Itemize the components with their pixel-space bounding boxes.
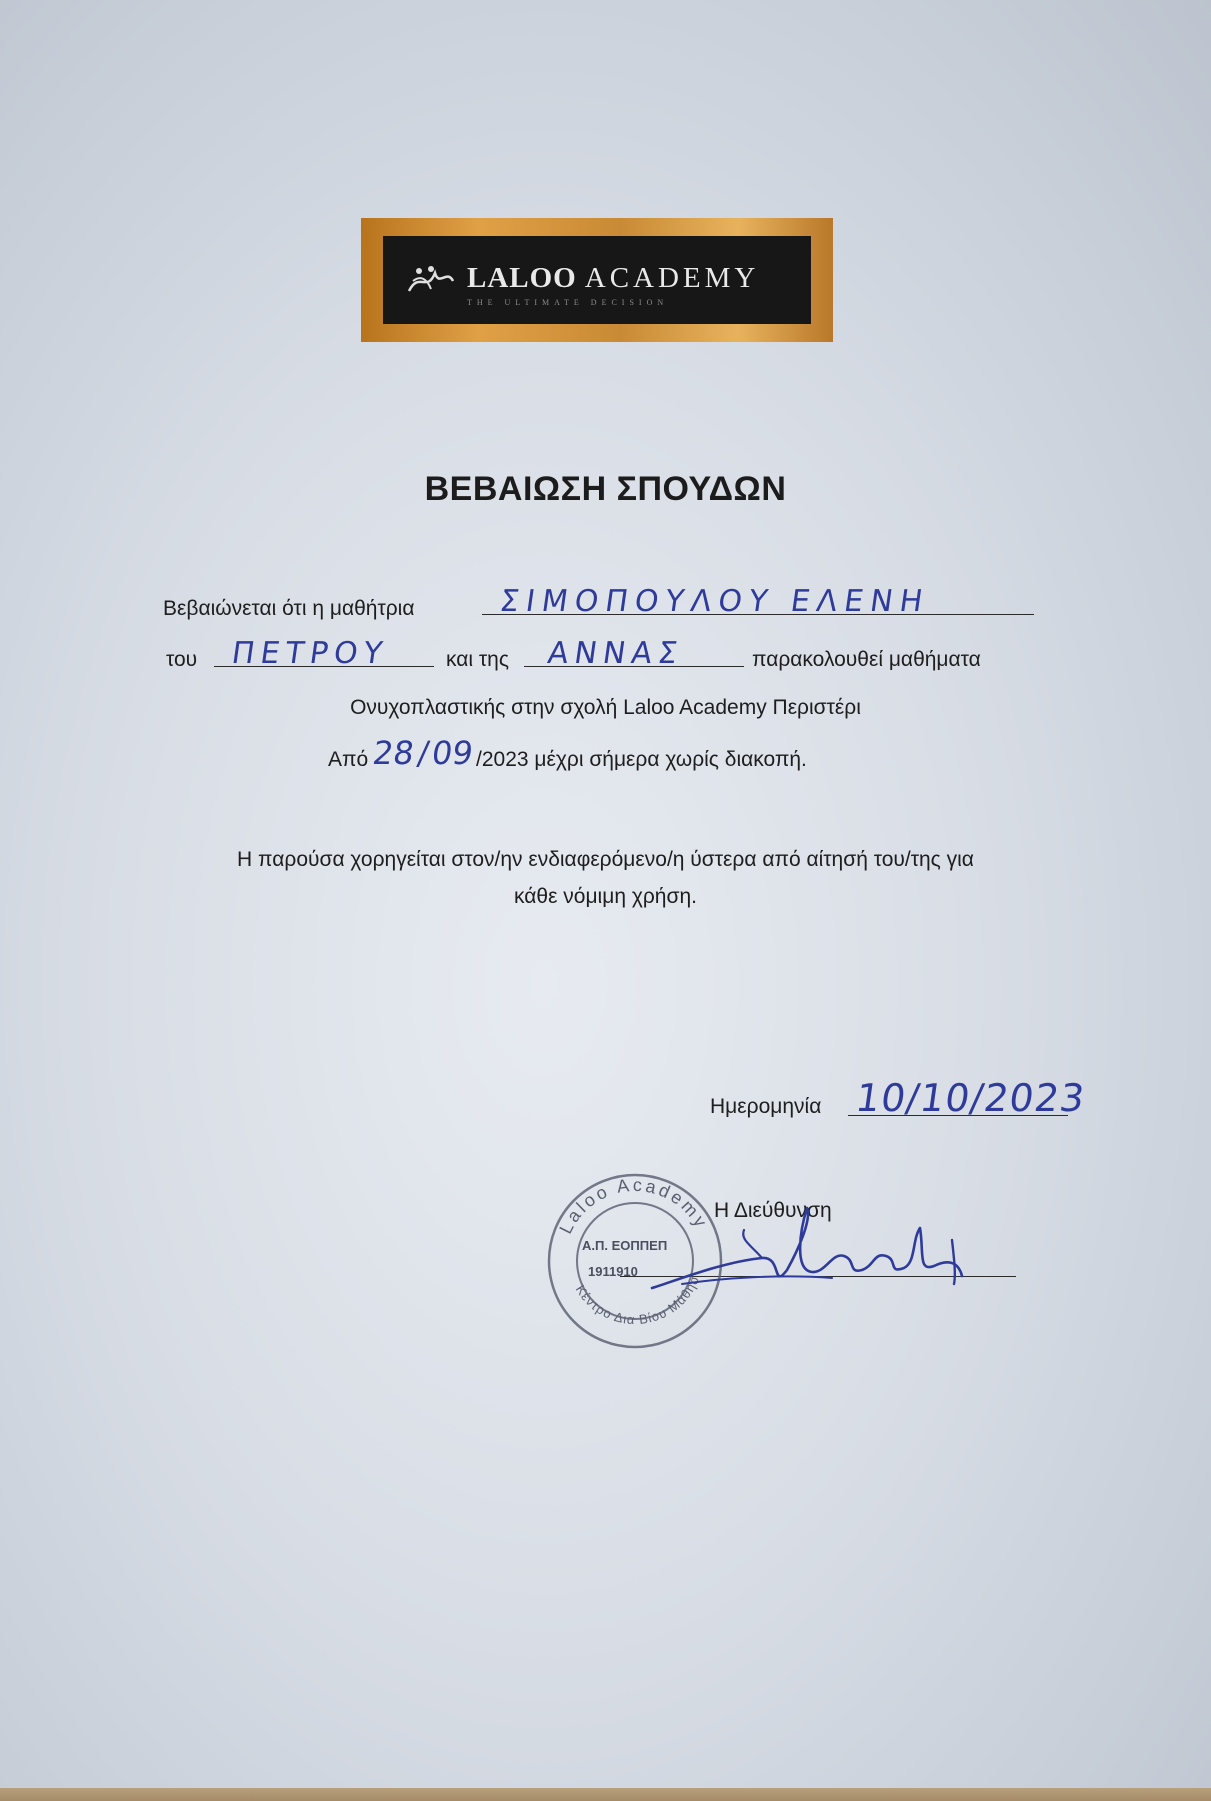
course-text: Ονυχοπλαστικής στην σχολή Laloo Academy Περιστέρι xyxy=(350,696,861,719)
stamp-outer-top-text: Laloo Academy xyxy=(555,1174,713,1237)
table-surface-edge xyxy=(0,1788,1211,1801)
logo-academy-text: ACADEMY xyxy=(584,262,760,294)
mother-name-handwritten: ΑΝΝΑΣ xyxy=(545,636,686,671)
date-handwritten: 10/10/2023 xyxy=(852,1076,1089,1120)
document-title: ΒΕΒΑΙΩΣΗ ΣΠΟΥΔΩΝ xyxy=(424,470,787,508)
start-month-handwritten: 09 xyxy=(429,734,476,772)
logo-wordmark xyxy=(467,262,759,295)
student-name-handwritten: ΣΙΜΟΠΟΥΛΟΥ ΕΛΕΝΗ xyxy=(497,584,932,619)
logo-tagline: THE ULTIMATE DECISION xyxy=(467,298,669,307)
logo-inner-panel xyxy=(383,236,811,324)
start-day-handwritten: 28 xyxy=(370,734,417,772)
attends-classes-text: παρακολουθεί μαθήματα xyxy=(752,648,981,671)
date-separator-handwritten: / xyxy=(415,734,432,772)
father-name-handwritten: ΠΕΤΡΟΥ xyxy=(229,636,391,671)
laloo-academy-logo xyxy=(361,218,833,342)
of-father-text: του xyxy=(166,648,198,671)
notice-line-2: κάθε νόμιμη χρήση. xyxy=(514,885,697,908)
logo-brand-text: LALOO xyxy=(467,262,577,294)
direction-label: Η Διεύθυνση xyxy=(714,1199,832,1222)
date-label: Ημερομηνία xyxy=(710,1095,822,1118)
from-text: Από xyxy=(328,748,369,771)
laloo-emblem-icon xyxy=(405,263,457,299)
certifies-text: Βεβαιώνεται ότι η μαθήτρια xyxy=(163,597,415,620)
stamp-outer-bottom-text: Κέντρο Δια Βίου Μάθησ xyxy=(572,1272,703,1328)
stamp-inner-line-1: Α.Π. ΕΟΠΠΕΠ xyxy=(582,1238,668,1253)
and-mother-text: και της xyxy=(446,648,509,671)
until-today-text: /2023 μέχρι σήμερα χωρίς διακοπή. xyxy=(476,748,807,771)
notice-line-1: Η παρούσα χορηγείται στον/ην ενδιαφερόμενο/η ύστερα από αίτησή του/της για xyxy=(237,848,974,871)
stamp-inner-line-2: 1911910 xyxy=(588,1264,638,1279)
handwritten-signature xyxy=(612,1200,972,1310)
